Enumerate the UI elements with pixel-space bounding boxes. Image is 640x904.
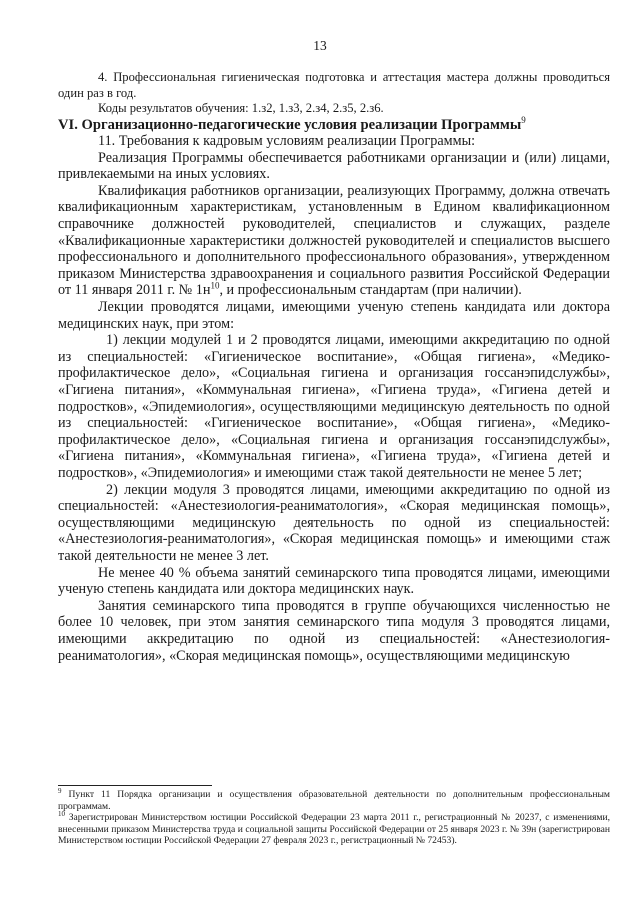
- list-item-lectures-1: 1) лекции модулей 1 и 2 проводятся лицами, имеющими аккредитацию по одной из специальностей: «Гигиеническое воспитание», «Общая гигиена», «Медико-профилактическое дело», «Социальная гигиена и организация госсанэпидслужбы», «Гигиена питания», «Коммунальная гигиена», «Гигиена труда», «Гигиена детей и подростков», «Эпидемиология», осуществляющими медицинскую деятельность по одной из специальностей: «Гигиеническое воспитание», «Общая гигиена», «Медико-профилактическое дело», «Социальная гигиена и организация госсанэпидслужбы», «Гигиена питания», «Коммунальная гигиена», «Гигиена труда», «Гигиена детей и подростков», «Эпидемиология» и имеющими стаж такой деятельности не менее 5 лет;: [58, 332, 610, 481]
- footnote-divider: [58, 785, 212, 786]
- paragraph-seminar-groups: Занятия семинарского типа проводятся в группе обучающихся численностью не более 10 человек, при этом занятия семинарского типа модуля 3 проводятся лицами, имеющими аккредитацию по одной из специальностей: «Анестезиология-реаниматология», «Скорая медицинская помощь», осуществляющими медицинскую: [58, 597, 610, 664]
- learning-codes: Коды результатов обучения: 1.з2, 1.з3, 2.з4, 2.з5, 2.з6.: [98, 101, 384, 115]
- section-title: VI. Организационно-педагогические условия реализации Программы: [58, 116, 522, 133]
- paragraph-item-4: 4. Профессиональная гигиеническая подготовка и аттестация мастера должны проводиться один раз в год.: [58, 70, 610, 100]
- paragraph-qualification: [58, 183, 610, 299]
- paragraph-seminar-share: Не менее 40 % объема занятий семинарского типа проводятся лицами, имеющими ученую степень кандидата или доктора медицинских наук.: [58, 564, 610, 598]
- section-heading: [58, 114, 610, 134]
- footnote-text: Зарегистрирован Министерством юстиции Российской Федерации 23 марта 2011 г., регистрационный № 20237, с изменениями, внесенными приказом Министерства труда и социальной защиты Российской Федерации от 25 января 2023 г. № 39н (зарегистрирован Министерством юстиции Российской Федерации 27 февраля 2023 г., регистрационный № 72453).: [58, 812, 610, 847]
- footnote-9: [58, 786, 610, 812]
- footnote-mark: 9: [58, 786, 62, 795]
- paragraph-11: 11. Требования к кадровым условиям реализации Программы:: [98, 133, 476, 150]
- footnote-10: [58, 812, 610, 847]
- footnote-ref-9: 9: [521, 114, 526, 125]
- qualification-text-end: , и профессиональным стандартам (при наличии).: [219, 282, 522, 299]
- footnote-ref-10: 10: [210, 280, 220, 291]
- footnote-text: Пункт 11 Порядка организации и осуществления образовательной деятельности по дополнительным профессиональным программам.: [58, 789, 610, 812]
- document-body: [58, 70, 610, 664]
- footnotes: [58, 786, 610, 847]
- paragraph-lectures: Лекции проводятся лицами, имеющими ученую степень кандидата или доктора медицинских наук, при этом:: [58, 299, 610, 332]
- footnote-mark: 10: [58, 810, 65, 818]
- page-number: 13: [313, 38, 327, 53]
- list-item-lectures-2: 2) лекции модуля 3 проводятся лицами, имеющими аккредитацию по одной из специальностей: «Анестезиология-реаниматология», «Скорая медицинская помощь», осуществляющими медицинскую деятельность по одной из специальностей: «Анестезиология-реаниматология», «Скорая медицинская помощь» и имеющими стаж такой деятельности не менее 3 лет.: [58, 481, 610, 564]
- paragraph-implementation: Реализация Программы обеспечивается работниками организации и (или) лицами, привлекаемыми на иных условиях.: [58, 149, 610, 183]
- qualification-text: Квалификация работников организации, реализующих Программу, должна отвечать квалификационным характеристикам, установленным в Едином квалификационном справочнике должностей руководителей, специалистов и служащих, разделе «Квалификационные характеристики должностей руководителей и специалистов высшего профессионального и дополнительного профессионального образования», утвержденном приказом Министерства здравоохранения и социального развития Российской Федерации от 11 января 2011 г. № 1н: [58, 182, 610, 299]
